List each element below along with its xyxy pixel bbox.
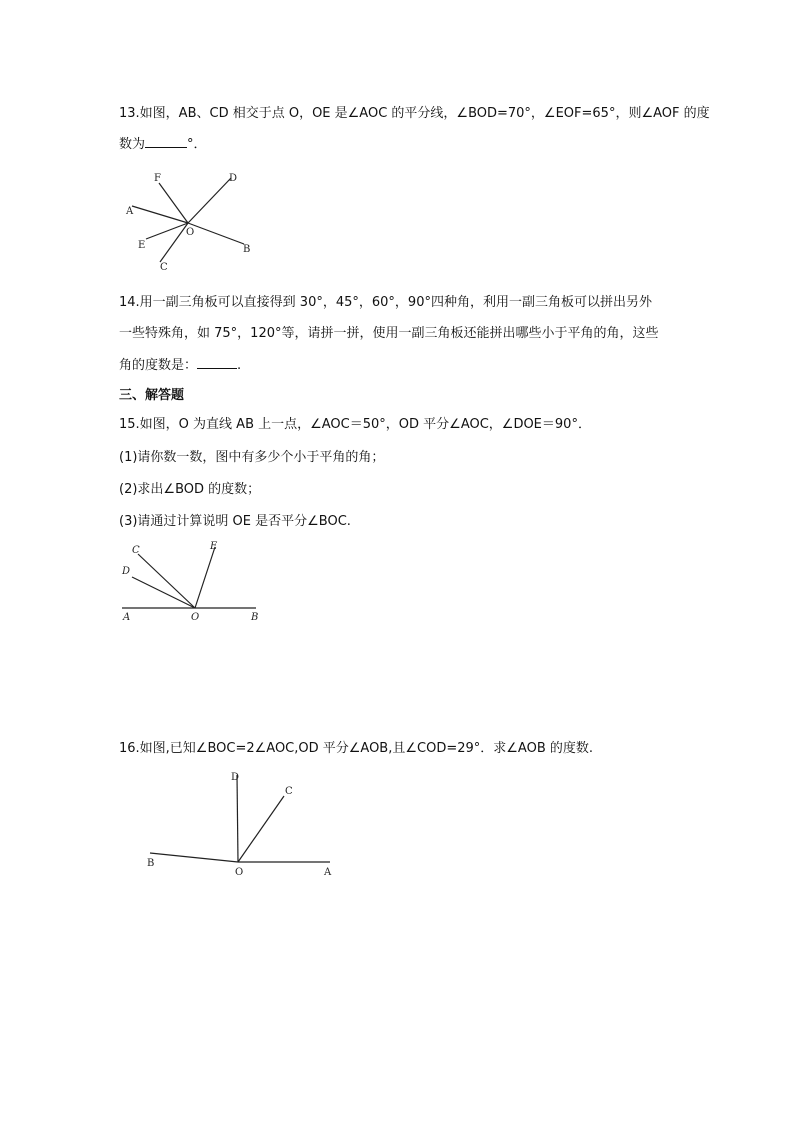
- q15-label-E: E: [210, 541, 218, 552]
- q16-label-O: O: [235, 867, 244, 878]
- q16-ray-OB: [150, 853, 238, 862]
- q13-ray-OF: [159, 183, 188, 223]
- section-title: 三、解答题: [119, 388, 185, 403]
- q14-line2: 一些特殊角，如 75°，120°等，请拼一拼，使用一副三角板还能拼出哪些小于平角的角，这些: [119, 326, 659, 341]
- q15-ray-OC: [138, 554, 195, 608]
- q13-ray-OB: [188, 223, 244, 244]
- q15-label-O: O: [191, 612, 200, 623]
- q16-label-D: D: [231, 772, 240, 783]
- q15-label-B: B: [251, 612, 259, 623]
- q13-line2-suffix: °．: [187, 137, 207, 152]
- q13-label-A: A: [126, 206, 134, 217]
- q13-line2-prefix: 数为: [119, 137, 146, 152]
- q13-ray-OD: [188, 178, 231, 223]
- q13-label-E: E: [138, 240, 146, 251]
- q15-line3: (2)求出∠BOD 的度数；: [119, 482, 261, 497]
- q16-ray-OD: [237, 775, 238, 862]
- q13-answer-blank[interactable]: [145, 137, 187, 148]
- q14-answer-blank[interactable]: [197, 358, 237, 369]
- q13-label-C: C: [160, 262, 168, 273]
- q13-line1: 13.如图，AB、CD 相交于点 O，OE 是∠AOC 的平分线，∠BOD=70°，∠EOF=65°，则∠AOF 的度: [119, 106, 710, 121]
- q13-label-F: F: [154, 173, 161, 184]
- q16-ray-OC: [238, 796, 284, 862]
- q15-line2: (1)请你数一数，图中有多少个小于平角的角；: [119, 450, 385, 465]
- q13-label-D: D: [229, 173, 238, 184]
- q13-label-B: B: [243, 244, 251, 255]
- q15-figure: [118, 538, 268, 628]
- q13-line2: [119, 133, 207, 152]
- q15-label-D: D: [122, 566, 131, 577]
- q15-line4: (3)请通过计算说明 OE 是否平分∠BOC.: [119, 514, 351, 529]
- q13-figure: [120, 168, 260, 273]
- q15-ray-OD: [132, 577, 195, 608]
- q14-line3-suffix: .: [237, 358, 242, 373]
- q14-line3-prefix: 角的度数是：: [119, 358, 198, 373]
- q14-line1: 14.用一副三角板可以直接得到 30°，45°，60°，90°四种角，利用一副三角板可以拼出另外: [119, 295, 652, 310]
- q16-figure: [140, 765, 345, 880]
- q16-line1: 16.如图,已知∠BOC=2∠AOC,OD 平分∠AOB,且∠COD=29°．求∠AOB 的度数.: [119, 741, 594, 756]
- q13-label-O: O: [186, 227, 195, 238]
- q13-ray-OA: [132, 206, 188, 223]
- q16-label-A: A: [324, 867, 332, 878]
- q14-line3: [119, 354, 241, 373]
- q15-label-A: A: [123, 612, 131, 623]
- q16-label-C: C: [285, 786, 293, 797]
- q15-ray-OE: [195, 547, 215, 608]
- q15-label-C: C: [132, 545, 140, 556]
- q16-label-B: B: [147, 858, 155, 869]
- q15-line1: 15.如图，O 为直线 AB 上一点，∠AOC＝50°，OD 平分∠AOC，∠DOE＝90°．: [119, 417, 591, 432]
